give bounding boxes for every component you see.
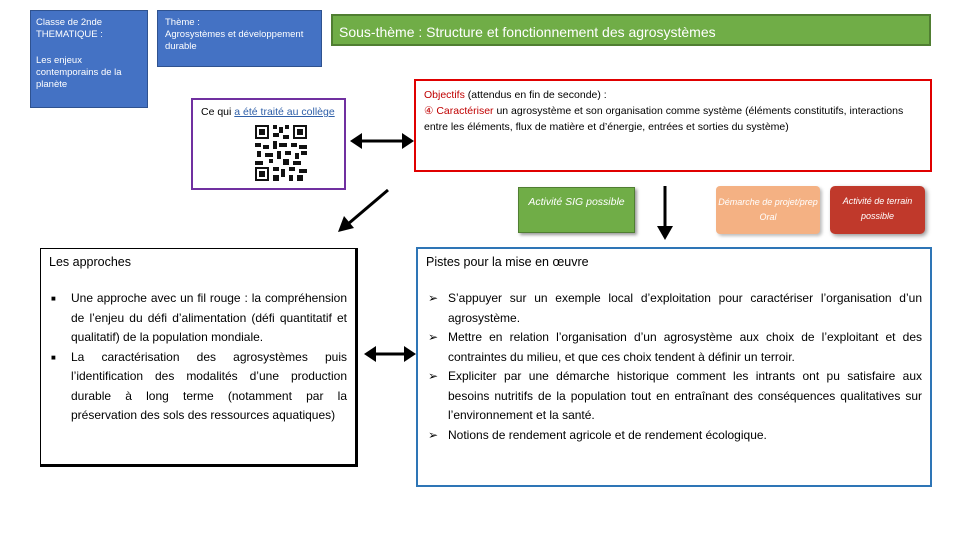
objectifs-title: Objectifs: [424, 89, 465, 101]
theme-label: Thème :: [165, 17, 200, 28]
objectifs-box: [414, 79, 932, 172]
college-link[interactable]: a été traité au collège: [234, 106, 335, 118]
activite-sig-box: [518, 187, 635, 233]
activite-sig-text: Activité SIG possible: [528, 196, 625, 208]
classe-label: Classe de 2nde: [36, 17, 103, 28]
objectifs-text: un agrosystème et son organisation comme système (éléments constitutifs, interactions entre les éléments, flux de matière et d’énergie, entrées et sorties du système): [424, 105, 904, 133]
sous-theme-text: Sous-thème : Structure et fonctionnement des agrosystèmes: [339, 24, 716, 40]
approches-item: ■ La caractérisation des agrosystèmes puis l’identification des modalités d’une production durable à long terme (notamment par la préservation des sols des ressources aquatiques): [49, 348, 347, 426]
activite-terrain-text: Activité de terrain possible: [842, 196, 913, 221]
activite-terrain-box: [830, 186, 925, 234]
sous-theme-banner: [331, 14, 931, 46]
approches-item: ■ Une approche avec un fil rouge : la compréhension de l’enjeu du défi d’alimentation (défi quantitatif et qualitatif) de la population mondiale.: [49, 289, 347, 348]
approches-list: [49, 289, 347, 426]
college-box: [191, 98, 346, 190]
demarche-projet-text: Démarche de projet/prep Oral: [718, 197, 818, 222]
theme-box: [157, 10, 322, 67]
demarche-projet-box: [716, 186, 820, 234]
classe-box: [30, 10, 148, 108]
objectifs-bullet: ④: [424, 105, 434, 117]
pistes-box: [416, 247, 932, 487]
approches-title: Les approches: [49, 255, 132, 269]
double-arrow-icon: [350, 130, 414, 152]
pistes-item: ➢ S’appuyer sur un exemple local d’exploitation pour caractériser l’organisation d’un agrosystème.: [426, 289, 922, 328]
objectifs-title-rest: (attendus en fin de seconde) :: [464, 89, 607, 101]
pistes-item: ➢ Notions de rendement agricole et de rendement écologique.: [426, 426, 922, 446]
diagonal-arrow-icon: [336, 188, 390, 234]
pistes-item: ➢ Expliciter par une démarche historique comment les intrants ont pu satisfaire aux besoins nutritifs de la population tout en entraînant des conséquences qualitatives sur l’environnement et la santé.: [426, 367, 922, 426]
down-arrow-icon: [654, 186, 676, 240]
thematique-label: THEMATIQUE :: [36, 29, 103, 40]
pistes-list: [426, 289, 922, 445]
pistes-item: ➢ Mettre en relation l’organisation d’un agrosystème aux choix de l’exploitant et des contraintes du milieu, et que ces choix tendent à définir un terroir.: [426, 328, 922, 367]
pistes-title: Pistes pour la mise en œuvre: [426, 255, 589, 269]
double-arrow-icon: [364, 343, 416, 365]
thematique-text: Les enjeux contemporains de la planète: [36, 55, 122, 90]
qr-code-icon[interactable]: [255, 125, 307, 181]
theme-text: Agrosystèmes et développement durable: [165, 29, 304, 52]
approches-box: [40, 248, 358, 467]
college-prefix: Ce qui: [201, 106, 235, 118]
objectifs-verb: Caractériser: [436, 105, 494, 117]
